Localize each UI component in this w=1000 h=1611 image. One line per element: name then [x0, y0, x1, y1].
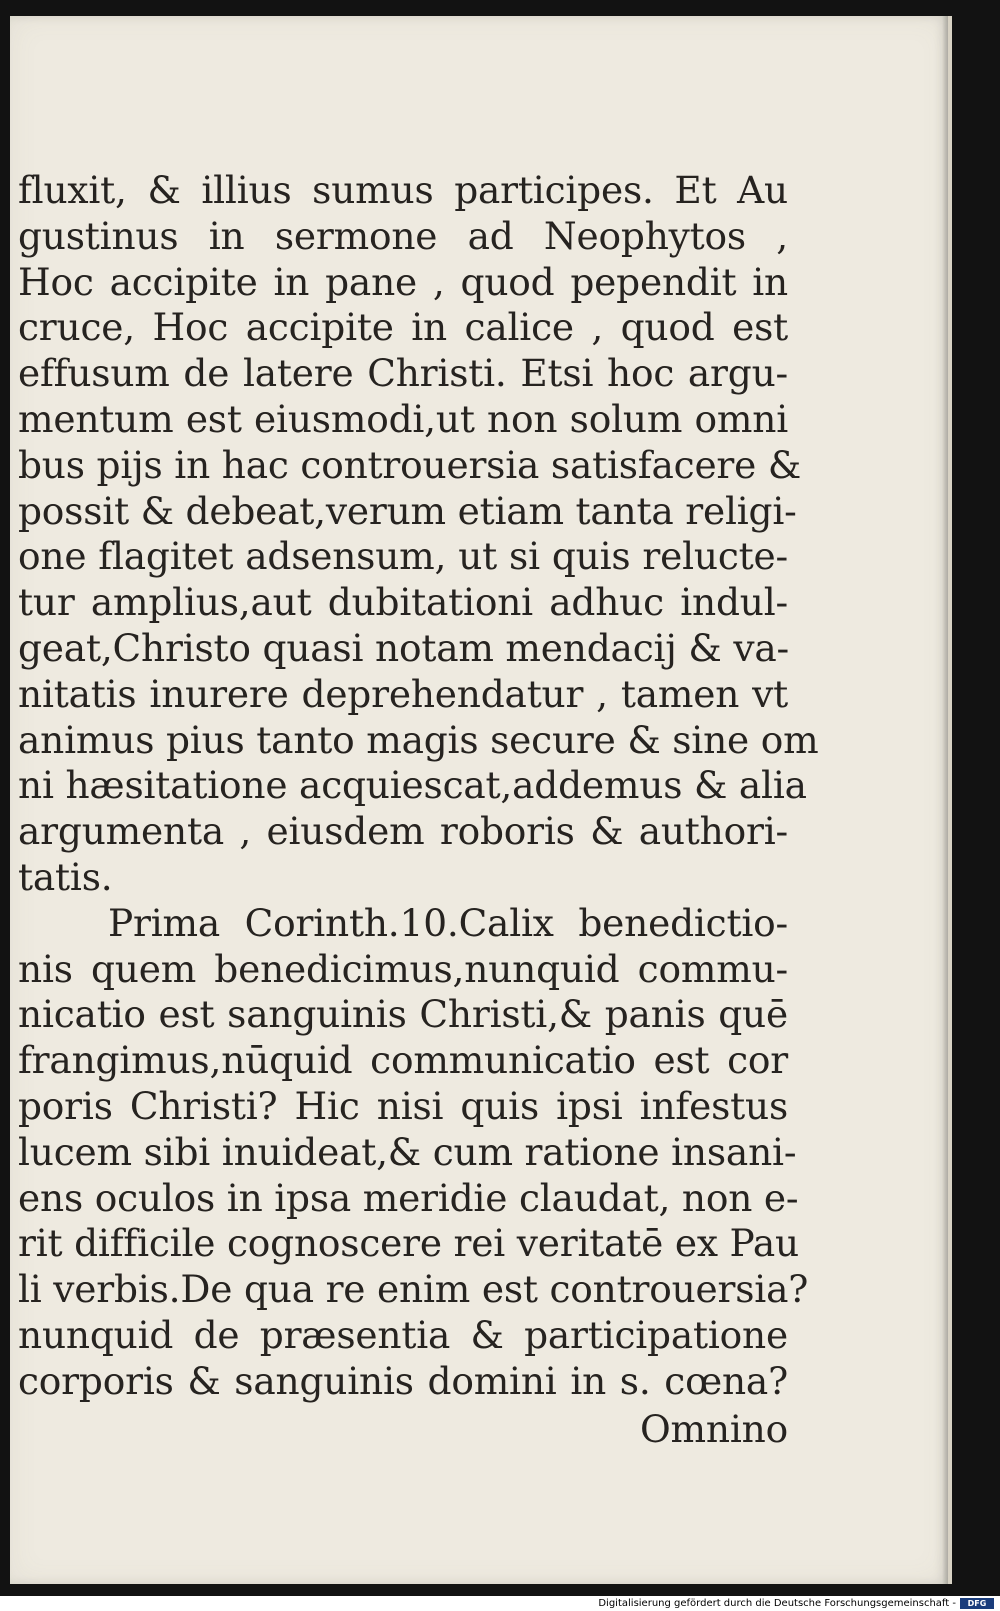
text-line: poris Christi? Hic nisi quis ipsi infestus	[18, 1083, 788, 1128]
text-line: corporis & sanguinis domini in s. cœna?	[18, 1358, 788, 1403]
footer-credit: Digitalisierung gefördert durch die Deutsche Forschungsgemeinschaft -	[598, 1598, 956, 1609]
text-line: rit difficile cognoscere rei veritatē ex Pau	[18, 1221, 800, 1266]
text-line: ens oculos in ipsa meridie claudat, non e-	[18, 1175, 799, 1220]
text-line: tatis.	[18, 854, 113, 899]
text-line: mentum est eiusmodi,ut non solum omni	[18, 396, 788, 441]
text-line: animus pius tanto magis secure & sine om	[18, 717, 819, 762]
text-line: geat,Christo quasi notam mendacij & va-	[18, 625, 789, 670]
page-edge-shadow	[942, 16, 948, 1584]
catchword: Omnino	[640, 1406, 788, 1451]
text-line: Hoc accipite in pane , quod pependit in	[18, 259, 788, 304]
text-line: argumenta , eiusdem roboris & authori-	[18, 809, 788, 854]
text-line: cruce, Hoc accipite in calice , quod est	[18, 305, 788, 350]
book-page	[10, 16, 952, 1584]
text-line: nis quem benedicimus,nunquid commu-	[18, 946, 788, 991]
text-line: possit & debeat,verum etiam tanta religi-	[18, 488, 797, 533]
text-line: frangimus,nūquid communicatio est cor	[18, 1038, 788, 1083]
footer-bar	[0, 1596, 1000, 1611]
text-line: gustinus in sermone ad Neophytos ,	[18, 213, 788, 258]
body-text	[18, 168, 819, 1452]
text-line: effusum de latere Christi. Etsi hoc argu-	[18, 351, 788, 396]
text-line: li verbis.De qua re enim est controuersia?	[18, 1267, 809, 1312]
text-line: bus pijs in hac controuersia satisfacere &	[18, 442, 802, 487]
paragraph-start-line: Prima Corinth.10.Calix benedictio-	[108, 900, 788, 945]
text-line: nunquid de præsentia & participatione	[18, 1312, 788, 1357]
text-line: lucem sibi inuideat,& cum ratione insani-	[18, 1129, 797, 1174]
text-line: nicatio est sanguinis Christi,& panis quē	[18, 992, 788, 1037]
text-line: ni hæsitatione acquiescat,addemus & alia	[18, 763, 807, 808]
text-line: tur amplius,aut dubitationi adhuc indul-	[18, 580, 788, 625]
text-line: one flagitet adsensum, ut si quis relucte-	[18, 534, 788, 579]
text-line: fluxit, & illius sumus participes. Et Au	[18, 168, 788, 212]
text-line: nitatis inurere deprehendatur , tamen vt	[18, 671, 788, 716]
dfg-logo: DFG	[960, 1598, 994, 1609]
